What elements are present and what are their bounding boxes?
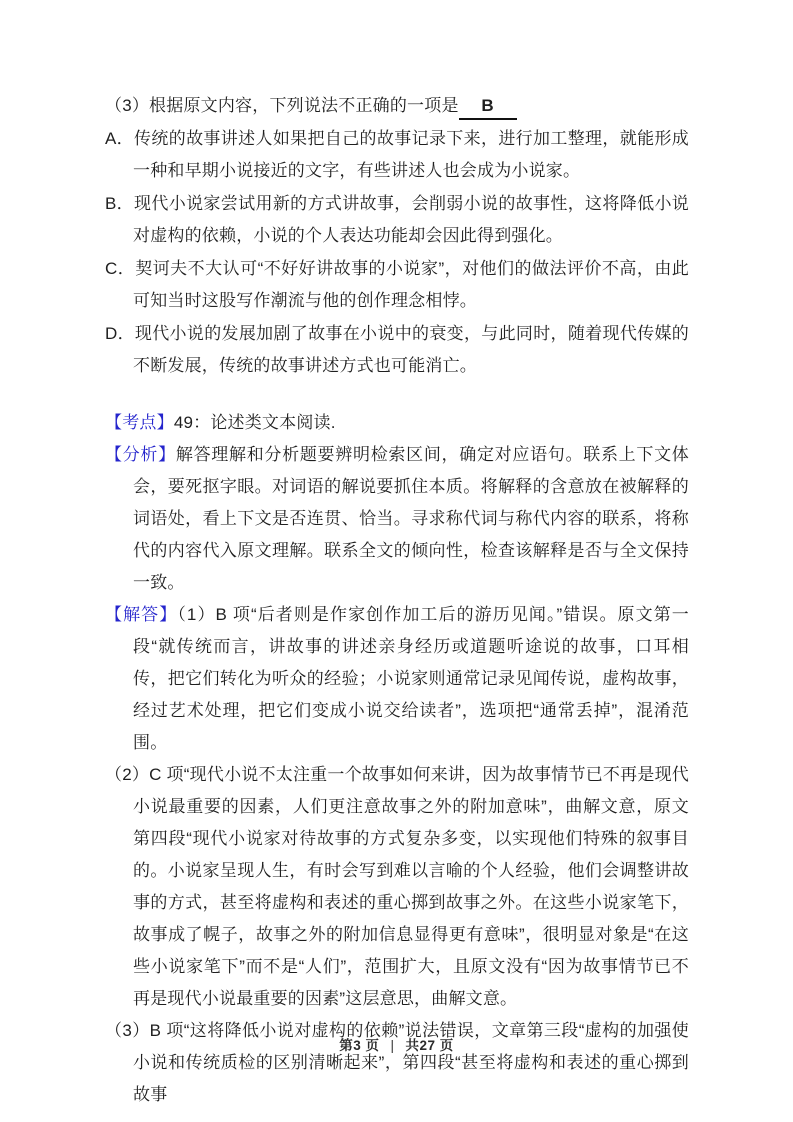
option-letter: C． — [105, 259, 136, 278]
option-item-b — [105, 188, 689, 252]
jieda-text: （1）B 项“后者则是作家创作加工后的游历见闻。”错误。原文第一段“就传统而言，讲故事的讲述亲身经历或道题听途说的故事，口耳相传，把它们转化为听众的经验；小说家则通常记录见闻传说，虚构故事，经过艺术处理，把它们变成小说交给读者”，选项把“通常丢掉”，混淆范围。 — [133, 605, 689, 752]
option-item-d — [105, 318, 689, 382]
jieda-label: 【解答】 — [105, 605, 178, 624]
answer-paragraph-2 — [105, 759, 689, 1015]
option-item-c — [105, 253, 689, 317]
footer-page-number: 第3 页 — [339, 1038, 380, 1053]
fenxi-label: 【分析】 — [105, 445, 176, 464]
paragraph-text: （3）B 项“这将降低小说对虚构的依赖”说法错误，文章第三段“虚构的加强使小说和传统质检的区别清晰起来”，第四段“甚至将虚构和表述的重心掷到故事 — [105, 1021, 689, 1104]
answer-paragraph-3 — [105, 1015, 689, 1111]
option-text: 契诃夫不大认可“不好好讲故事的小说家”，对他们的做法评价不高，由此可知当时这股写作潮流与他的创作理念相悖。 — [133, 259, 689, 310]
option-letter: D． — [105, 324, 135, 343]
section-fenxi — [105, 439, 689, 599]
footer-separator: | — [390, 1038, 395, 1053]
answer-letter: B — [481, 96, 494, 115]
option-item-a — [105, 123, 689, 187]
option-letter: A． — [105, 129, 135, 148]
question-line — [105, 90, 689, 122]
footer-total-pages: 共27 页 — [405, 1038, 454, 1053]
section-kaodian — [105, 407, 689, 439]
question-text: （3）根据原文内容，下列说法不正确的一项是 — [105, 96, 459, 115]
page-footer — [0, 1034, 793, 1054]
kaodian-label: 【考点】 — [105, 413, 174, 432]
answer-blank — [459, 96, 517, 120]
page-content — [105, 90, 689, 1111]
paragraph-text: （2）C 项“现代小说不太注重一个故事如何来讲，因为故事情节已不再是现代小说最重要的因素，人们更注意故事之外的附加意味”，曲解文意，原文第四段“现代小说家对待故事的方式复杂多变，以实现他们特殊的叙事目的。小说家呈现人生，有时会写到难以言喻的个人经验，他们会调整讲故事的方式，甚至将虚构和表述的重心掷到故事之外。在这些小说家笔下，故事成了幌子，故事之外的附加信息显得更有意味”，很明显对象是“在这些小说家笔下”而不是“人们”，范围扩大，且原文没有“因为故事情节已不再是现代小说最重要的因素”这层意思，曲解文意。 — [105, 765, 689, 1008]
option-text: 现代小说的发展加剧了故事在小说中的衰变，与此同时，随着现代传媒的不断发展，传统的故事讲述方式也可能消亡。 — [133, 324, 689, 375]
section-jieda — [105, 599, 689, 759]
fenxi-text: 解答理解和分析题要辨明检索区间，确定对应语句。联系上下文体会，要死抠字眼。对词语的解说要抓住本质。将解释的含意放在被解释的词语处，看上下文是否连贯、恰当。寻求称代词与称代内容的联系，将称代的内容代入原文理解。联系全文的倾向性，检查该解释是否与全文保持一致。 — [133, 445, 689, 592]
kaodian-text: 49：论述类文本阅读. — [173, 413, 336, 432]
option-letter: B． — [105, 194, 135, 213]
option-text: 现代小说家尝试用新的方式讲故事，会削弱小说的故事性，这将降低小说对虚构的依赖，小说的个人表达功能却会因此得到强化。 — [133, 194, 689, 245]
option-text: 传统的故事讲述人如果把自己的故事记录下来，进行加工整理，就能形成一种和早期小说接近的文字，有些讲述人也会成为小说家。 — [133, 129, 689, 180]
